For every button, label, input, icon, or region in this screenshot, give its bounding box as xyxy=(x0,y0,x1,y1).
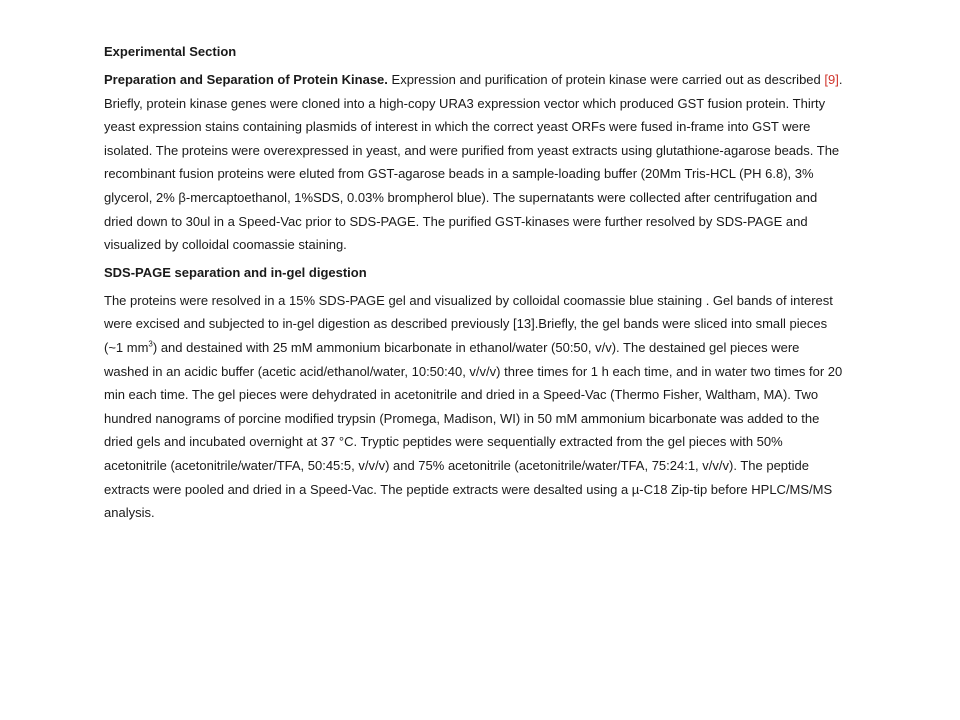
paragraph-sds-page xyxy=(104,289,844,525)
document-page xyxy=(104,42,844,528)
paragraph-protein-kinase xyxy=(104,68,844,257)
subheading: SDS-PAGE separation and in-gel digestion xyxy=(104,264,367,280)
paragraph-text: Expression and purification of protein kinase were carried out as described xyxy=(387,72,825,87)
superscript: 3 xyxy=(148,339,153,349)
paragraph-text: . Briefly, protein kinase genes were cloned into a high-copy URA3 expression vector which produced GST fusion protein. Thirty yeast expression stains containing plasmids of interest in which the correct yeast ORFs were fused in-frame into GST were isolated. The proteins were overexpressed in yeast, and were purified from yeast extracts using glutathione-agarose beads. The recombinant fusion proteins were eluted from GST-agarose beads in a sample-loading buffer (20Mm Tris-HCL (PH 6.8), 3% glycerol, 2% β-mercaptoethanol, 1%SDS, 0.03% brompherol blue). The supernatants were collected after centrifugation and dried down to 30ul in a Speed-Vac prior to SDS-PAGE. The purified GST-kinases were further resolved by SDS-PAGE and visualized by colloidal coomassie staining. xyxy=(104,72,843,253)
section-title: Experimental Section xyxy=(104,44,237,59)
paragraph-text: The proteins were resolved in a 15% SDS-PAGE gel and visualized by colloidal coomassie blue staining . Gel bands of interest were excised and subjected to in-gel digestion as described previously [13].Briefly, the gel bands were sliced into small pieces (~1 mm xyxy=(104,292,833,355)
citation-link[interactable]: [9] xyxy=(824,72,839,87)
paragraph-lead-heading: Preparation and Separation of Protein Kinase. xyxy=(104,72,388,87)
paragraph-text: ) and destained with 25 mM ammonium bicarbonate in ethanol/water (50:50, v/v). The destained gel pieces were washed in an acidic buffer (acetic acid/ethanol/water, 10:50:40, v/v/v) three times for 1 h each time, and in water two times for 20 min each time. The gel pieces were dehydrated in acetonitrile and dried in a Speed-Vac (Thermo Fisher, Waltham, MA). Two hundred nanograms of porcine modified trypsin (Promega, Madison, WI) in 50 mM ammonium bicarbonate was added to the dried gels and incubated overnight at 37 °C. Tryptic peptides were sequentially extracted from the gel pieces with 50% acetonitrile (acetonitrile/water/TFA, 50:45:5, v/v/v) and 75% acetonitrile (acetonitrile/water/TFA, 75:24:1, v/v/v). The peptide extracts were pooled and dried in a Speed-Vac. The peptide extracts were desalted using a µ-C18 Zip-tip before HPLC/MS/MS analysis. xyxy=(104,339,843,521)
